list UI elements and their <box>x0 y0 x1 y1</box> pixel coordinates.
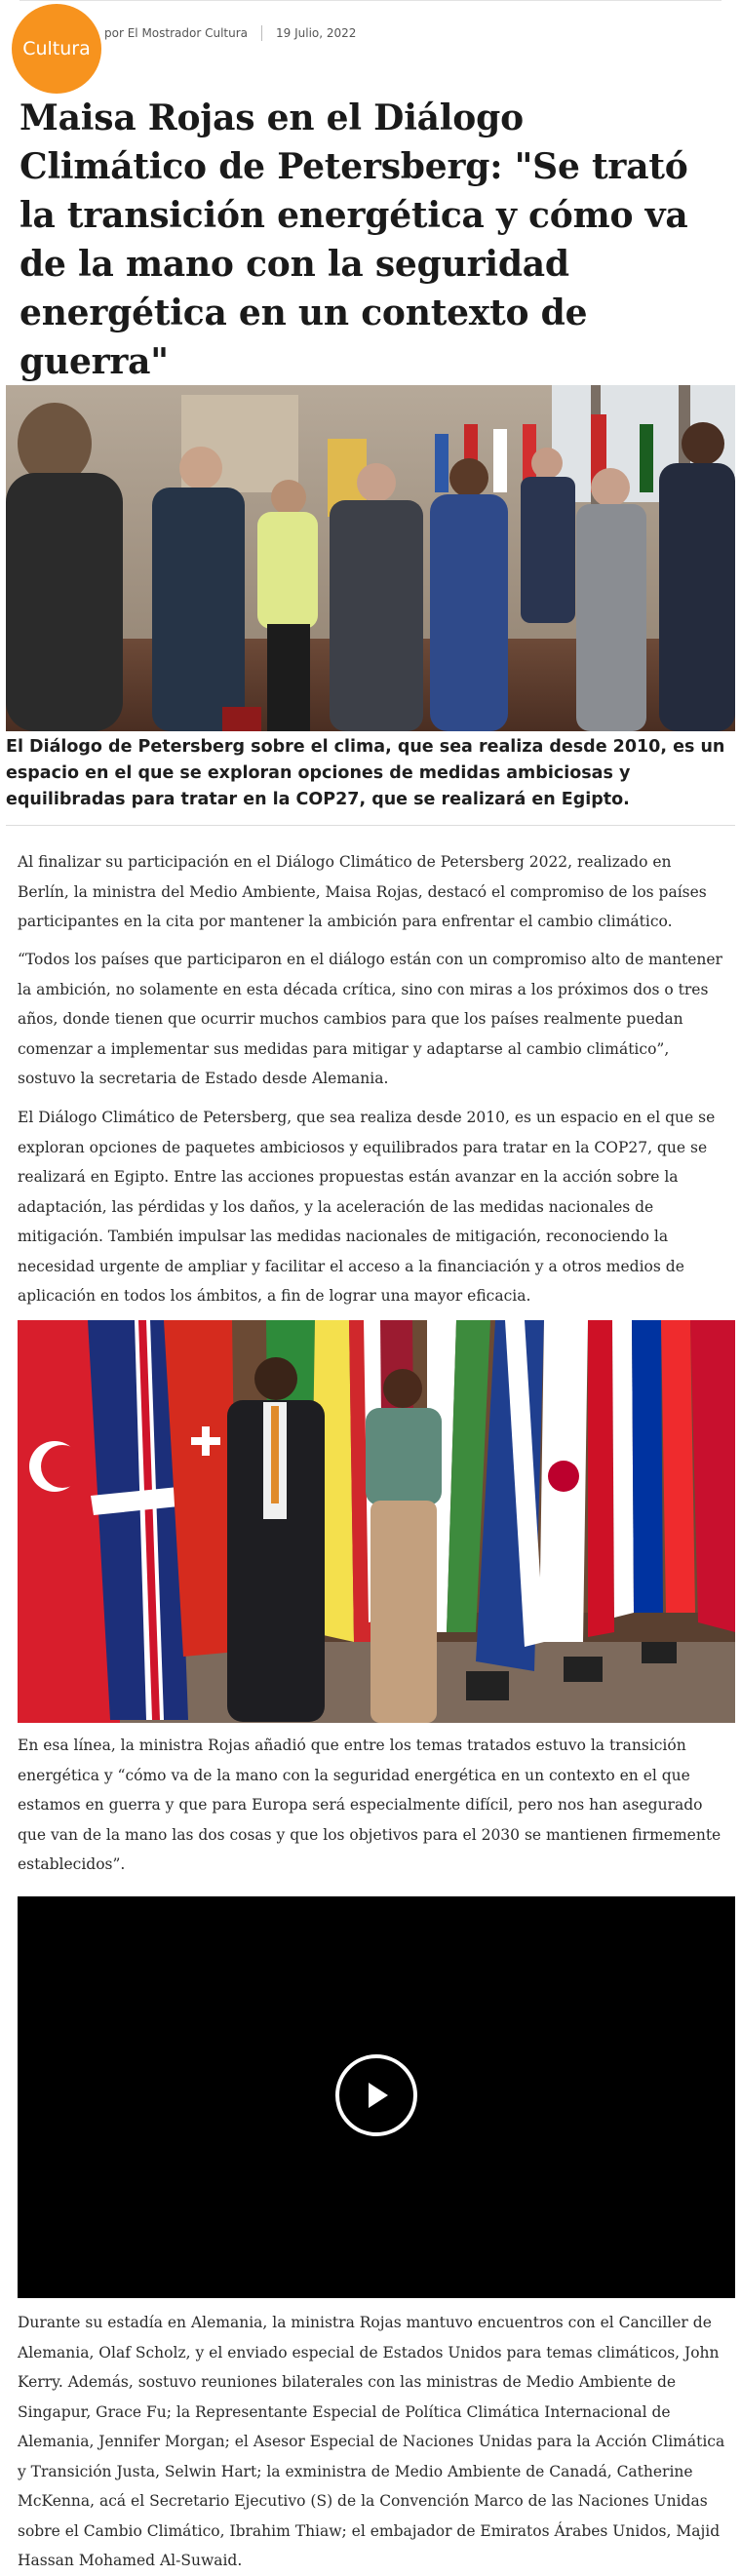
article-paragraph: Durante su estadía en Alemania, la ministra Rojas mantuvo encuentros con el Canciller de Alemania, Olaf Scholz, y el enviado especial de Estados Unidos para temas climáticos, John Kerry. Además, sostuvo reuniones bilaterales con las ministras de Medio Ambiente de Singapur, Grace Fu; la Representante Especial de Política Climática Internacional de Alemania, Jennifer Morgan; el Asesor Especial de Naciones Unidas para la Acción Climática y Transición Justa, Selwin Hart; la exministra de Medio Ambiente de Canadá, Catherine McKenna, acá el Secretario Ejecutivo (S) de la Convención Marco de las Naciones Unidas sobre el Cambio Climático, Ibrahim Thiaw; el embajador de Emiratos Árabes Unidos, Majid Hassan Mohamed Al-Suwaid. <box>18 2314 725 2569</box>
article-title: Maisa Rojas en el Diálogo Climático de Petersberg: "Se trató la transición energética y cómo va de la mano con la seguridad energética en un contexto de guerra" <box>20 98 688 382</box>
flags-photo <box>18 1320 735 1723</box>
group-photo-image <box>6 385 735 731</box>
meta-separator <box>261 25 262 41</box>
author-link[interactable]: por El Mostrador Cultura <box>104 26 248 40</box>
top-divider <box>20 0 722 1</box>
photo-caption: El Diálogo de Petersberg sobre el clima, que sea realiza desde 2010, es un espacio en el que se exploran opciones de medidas ambiciosas y equilibradas para tratar en la COP27, que se realizará en Egipto. <box>6 737 725 809</box>
caption-divider <box>6 825 735 826</box>
section-badge[interactable]: Cultura <box>12 4 101 94</box>
play-triangle <box>357 2076 396 2115</box>
play-icon[interactable] <box>335 2054 417 2136</box>
article-paragraph: Al finalizar su participación en el Diálogo Climático de Petersberg 2022, realizado en Berlín, la ministra del Medio Ambiente, Maisa Rojas, destacó el compromiso de los países participantes en la cita por mantener la ambición para enfrentar el cambio climático. <box>18 853 707 930</box>
article-meta <box>104 25 356 41</box>
publish-date: 19 Julio, 2022 <box>276 26 357 40</box>
article-paragraph: “Todos los países que participaron en el diálogo están con un compromiso alto de mantener la ambición, no solamente en esta década crítica, sino con miras a los próximos dos o tres años, donde tienen que ocurrir muchos cambios para que los países realmente puedan comenzar a implementar sus medidas para mitigar y adaptarse al cambio climático”, sostuvo la secretaria de Estado desde Alemania. <box>18 951 722 1087</box>
article-hero-photo <box>6 385 735 731</box>
video-player[interactable] <box>18 1896 735 2298</box>
article-paragraph: En esa línea, la ministra Rojas añadió que entre los temas tratados estuvo la transición energética y “cómo va de la mano con la seguridad energética en un contexto en el que estamos en guerra y que para Europa será especialmente difícil, pero nos han asegurado que van de la mano las dos cosas y que los objetivos para el 2030 se mantienen firmemente establecidos”. <box>18 1737 722 1873</box>
article-paragraph: El Diálogo Climático de Petersberg, que sea realiza desde 2010, es un espacio en el que se exploran opciones de paquetes ambiciosos y equilibrados para tratar en la COP27, que se realizará en Egipto. Entre las acciones propuestas están avanzar en la acción sobre la adaptación, las pérdidas y los daños, y la aceleración de las medidas nacionales de mitigación. También impulsar las medidas nacionales de mitigación, reconociendo la necesidad urgente de ampliar y facilitar el acceso a la financiación y a otros medios de aplicación en todos los ámbitos, a fin de lograr una mayor eficacia. <box>18 1109 716 1305</box>
flags-photo-image <box>18 1320 735 1723</box>
